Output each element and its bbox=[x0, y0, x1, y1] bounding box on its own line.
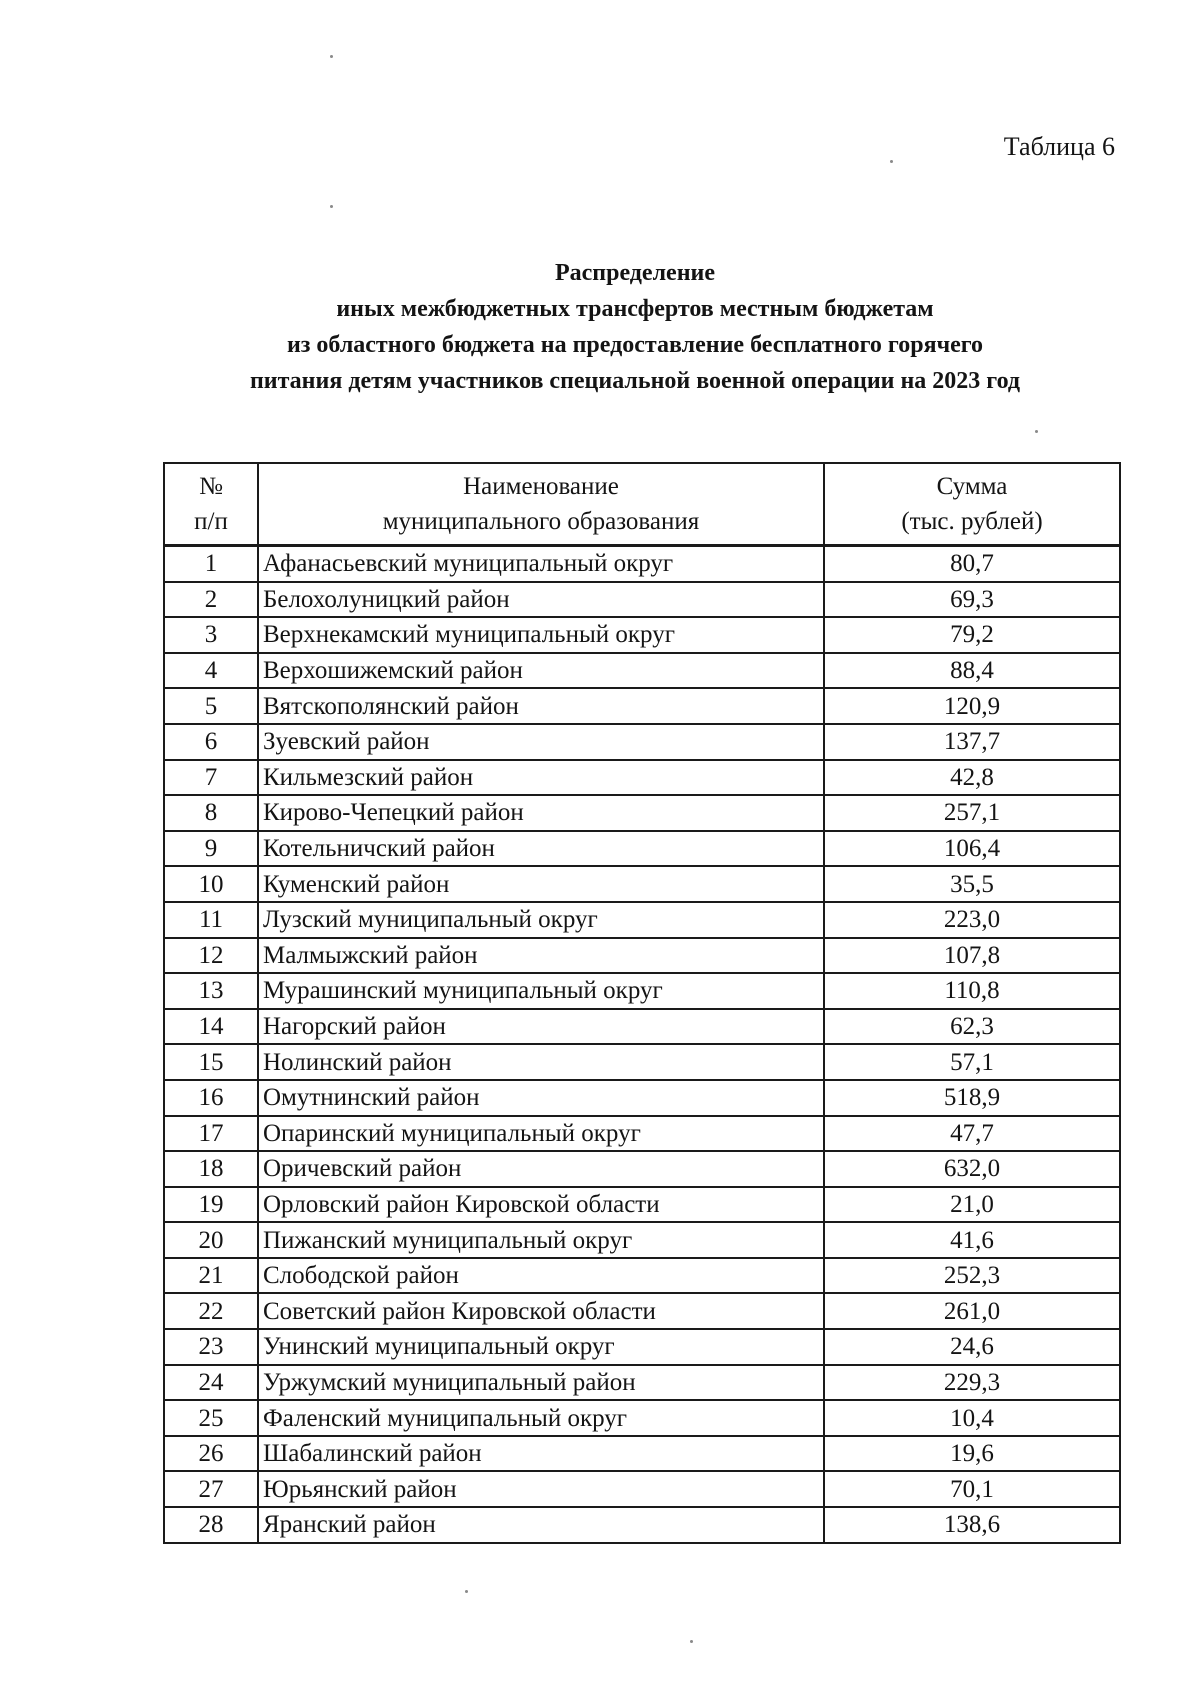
municipality-name: Юрьянский район bbox=[258, 1471, 824, 1507]
amount-value: 261,0 bbox=[824, 1293, 1120, 1329]
header-sum bbox=[824, 463, 1120, 546]
table-row bbox=[164, 1436, 1120, 1472]
table-row bbox=[164, 760, 1120, 796]
municipality-name: Верхошижемский район bbox=[258, 653, 824, 689]
table-row bbox=[164, 1151, 1120, 1187]
row-number: 27 bbox=[164, 1471, 258, 1507]
table-row bbox=[164, 831, 1120, 867]
municipality-name: Кирово-Чепецкий район bbox=[258, 795, 824, 831]
row-number: 12 bbox=[164, 938, 258, 974]
table-row bbox=[164, 1187, 1120, 1223]
table-row bbox=[164, 582, 1120, 618]
row-number: 17 bbox=[164, 1116, 258, 1152]
municipality-name: Омутнинский район bbox=[258, 1080, 824, 1116]
header-number-line: № bbox=[199, 473, 223, 500]
header-name-line: муниципального образования bbox=[382, 508, 700, 535]
amount-value: 110,8 bbox=[824, 973, 1120, 1009]
municipality-name: Фаленский муниципальный округ bbox=[258, 1400, 824, 1436]
row-number: 6 bbox=[164, 724, 258, 760]
amount-value: 42,8 bbox=[824, 760, 1120, 796]
title-line: питания детям участников специальной военной операции на 2023 год bbox=[249, 368, 1021, 394]
municipality-name: Слободской район bbox=[258, 1258, 824, 1294]
amount-value: 137,7 bbox=[824, 724, 1120, 760]
scan-speck bbox=[330, 55, 333, 58]
scan-speck bbox=[465, 1590, 468, 1593]
scan-speck bbox=[690, 1640, 693, 1643]
amount-value: 632,0 bbox=[824, 1151, 1120, 1187]
municipality-name: Верхнекамский муниципальный округ bbox=[258, 617, 824, 653]
municipality-name: Лузский муниципальный округ bbox=[258, 902, 824, 938]
scan-speck bbox=[890, 160, 893, 163]
row-number: 13 bbox=[164, 973, 258, 1009]
amount-value: 106,4 bbox=[824, 831, 1120, 867]
amount-value: 120,9 bbox=[824, 688, 1120, 724]
table-row bbox=[164, 1044, 1120, 1080]
row-number: 28 bbox=[164, 1507, 258, 1543]
scan-speck bbox=[1035, 430, 1038, 433]
header-number bbox=[164, 463, 258, 546]
distribution-table bbox=[163, 462, 1121, 1544]
amount-value: 79,2 bbox=[824, 617, 1120, 653]
row-number: 15 bbox=[164, 1044, 258, 1080]
municipality-name: Уржумский муниципальный район bbox=[258, 1365, 824, 1401]
amount-value: 138,6 bbox=[824, 1507, 1120, 1543]
amount-value: 70,1 bbox=[824, 1471, 1120, 1507]
header-name-line: Наименование bbox=[463, 473, 619, 500]
document-title bbox=[170, 255, 1100, 399]
municipality-name: Кильмезский район bbox=[258, 760, 824, 796]
amount-value: 57,1 bbox=[824, 1044, 1120, 1080]
amount-value: 10,4 bbox=[824, 1400, 1120, 1436]
row-number: 5 bbox=[164, 688, 258, 724]
table-row bbox=[164, 938, 1120, 974]
amount-value: 41,6 bbox=[824, 1222, 1120, 1258]
municipality-name: Нолинский район bbox=[258, 1044, 824, 1080]
row-number: 8 bbox=[164, 795, 258, 831]
row-number: 24 bbox=[164, 1365, 258, 1401]
title-line: из областного бюджета на предоставление бесплатного горячего bbox=[286, 332, 984, 358]
header-sum-line: (тыс. рублей) bbox=[901, 508, 1043, 535]
table-row bbox=[164, 795, 1120, 831]
table-row bbox=[164, 1507, 1120, 1543]
municipality-name: Унинский муниципальный округ bbox=[258, 1329, 824, 1365]
header-sum-line: Сумма bbox=[936, 473, 1008, 500]
row-number: 23 bbox=[164, 1329, 258, 1365]
header-name bbox=[258, 463, 824, 546]
table-row bbox=[164, 1009, 1120, 1045]
amount-value: 252,3 bbox=[824, 1258, 1120, 1294]
table-body bbox=[164, 546, 1120, 1543]
table-row bbox=[164, 973, 1120, 1009]
table-row bbox=[164, 1222, 1120, 1258]
municipality-name: Белохолуницкий район bbox=[258, 582, 824, 618]
table-row bbox=[164, 1400, 1120, 1436]
row-number: 16 bbox=[164, 1080, 258, 1116]
amount-value: 21,0 bbox=[824, 1187, 1120, 1223]
header-number-line: п/п bbox=[194, 508, 228, 535]
row-number: 11 bbox=[164, 902, 258, 938]
table-row bbox=[164, 1116, 1120, 1152]
amount-value: 257,1 bbox=[824, 795, 1120, 831]
municipality-name: Зуевский район bbox=[258, 724, 824, 760]
title-line: Распределение bbox=[554, 260, 716, 286]
table-header bbox=[164, 463, 1120, 546]
row-number: 25 bbox=[164, 1400, 258, 1436]
title-line: иных межбюджетных трансфертов местным бюджетам bbox=[336, 296, 934, 322]
table-row bbox=[164, 902, 1120, 938]
row-number: 21 bbox=[164, 1258, 258, 1294]
table-label: Таблица 6 bbox=[1003, 132, 1115, 161]
municipality-name: Пижанский муниципальный округ bbox=[258, 1222, 824, 1258]
amount-value: 223,0 bbox=[824, 902, 1120, 938]
municipality-name: Яранский район bbox=[258, 1507, 824, 1543]
municipality-name: Шабалинский район bbox=[258, 1436, 824, 1472]
municipality-name: Вятскополянский район bbox=[258, 688, 824, 724]
row-number: 3 bbox=[164, 617, 258, 653]
table-row bbox=[164, 1258, 1120, 1294]
table-row bbox=[164, 1293, 1120, 1329]
municipality-name: Малмыжский район bbox=[258, 938, 824, 974]
municipality-name: Орловский район Кировской области bbox=[258, 1187, 824, 1223]
table-row bbox=[164, 546, 1120, 582]
amount-value: 19,6 bbox=[824, 1436, 1120, 1472]
row-number: 7 bbox=[164, 760, 258, 796]
table-row bbox=[164, 1080, 1120, 1116]
row-number: 26 bbox=[164, 1436, 258, 1472]
table-row bbox=[164, 653, 1120, 689]
row-number: 18 bbox=[164, 1151, 258, 1187]
amount-value: 518,9 bbox=[824, 1080, 1120, 1116]
header-row bbox=[164, 463, 1120, 546]
municipality-name: Мурашинский муниципальный округ bbox=[258, 973, 824, 1009]
amount-value: 229,3 bbox=[824, 1365, 1120, 1401]
table-row bbox=[164, 1329, 1120, 1365]
row-number: 9 bbox=[164, 831, 258, 867]
table-row bbox=[164, 617, 1120, 653]
row-number: 1 bbox=[164, 546, 258, 582]
amount-value: 47,7 bbox=[824, 1116, 1120, 1152]
municipality-name: Нагорский район bbox=[258, 1009, 824, 1045]
row-number: 20 bbox=[164, 1222, 258, 1258]
row-number: 22 bbox=[164, 1293, 258, 1329]
row-number: 14 bbox=[164, 1009, 258, 1045]
municipality-name: Оричевский район bbox=[258, 1151, 824, 1187]
municipality-name: Афанасьевский муниципальный округ bbox=[258, 546, 824, 582]
amount-value: 107,8 bbox=[824, 938, 1120, 974]
amount-value: 80,7 bbox=[824, 546, 1120, 582]
municipality-name: Опаринский муниципальный округ bbox=[258, 1116, 824, 1152]
row-number: 19 bbox=[164, 1187, 258, 1223]
row-number: 2 bbox=[164, 582, 258, 618]
table-row bbox=[164, 724, 1120, 760]
scan-speck bbox=[330, 205, 333, 208]
table-row bbox=[164, 1471, 1120, 1507]
amount-value: 24,6 bbox=[824, 1329, 1120, 1365]
table-row bbox=[164, 866, 1120, 902]
amount-value: 88,4 bbox=[824, 653, 1120, 689]
municipality-name: Котельничский район bbox=[258, 831, 824, 867]
municipality-name: Куменский район bbox=[258, 866, 824, 902]
table-row bbox=[164, 688, 1120, 724]
amount-value: 69,3 bbox=[824, 582, 1120, 618]
amount-value: 62,3 bbox=[824, 1009, 1120, 1045]
table-row bbox=[164, 1365, 1120, 1401]
row-number: 10 bbox=[164, 866, 258, 902]
amount-value: 35,5 bbox=[824, 866, 1120, 902]
row-number: 4 bbox=[164, 653, 258, 689]
municipality-name: Советский район Кировской области bbox=[258, 1293, 824, 1329]
